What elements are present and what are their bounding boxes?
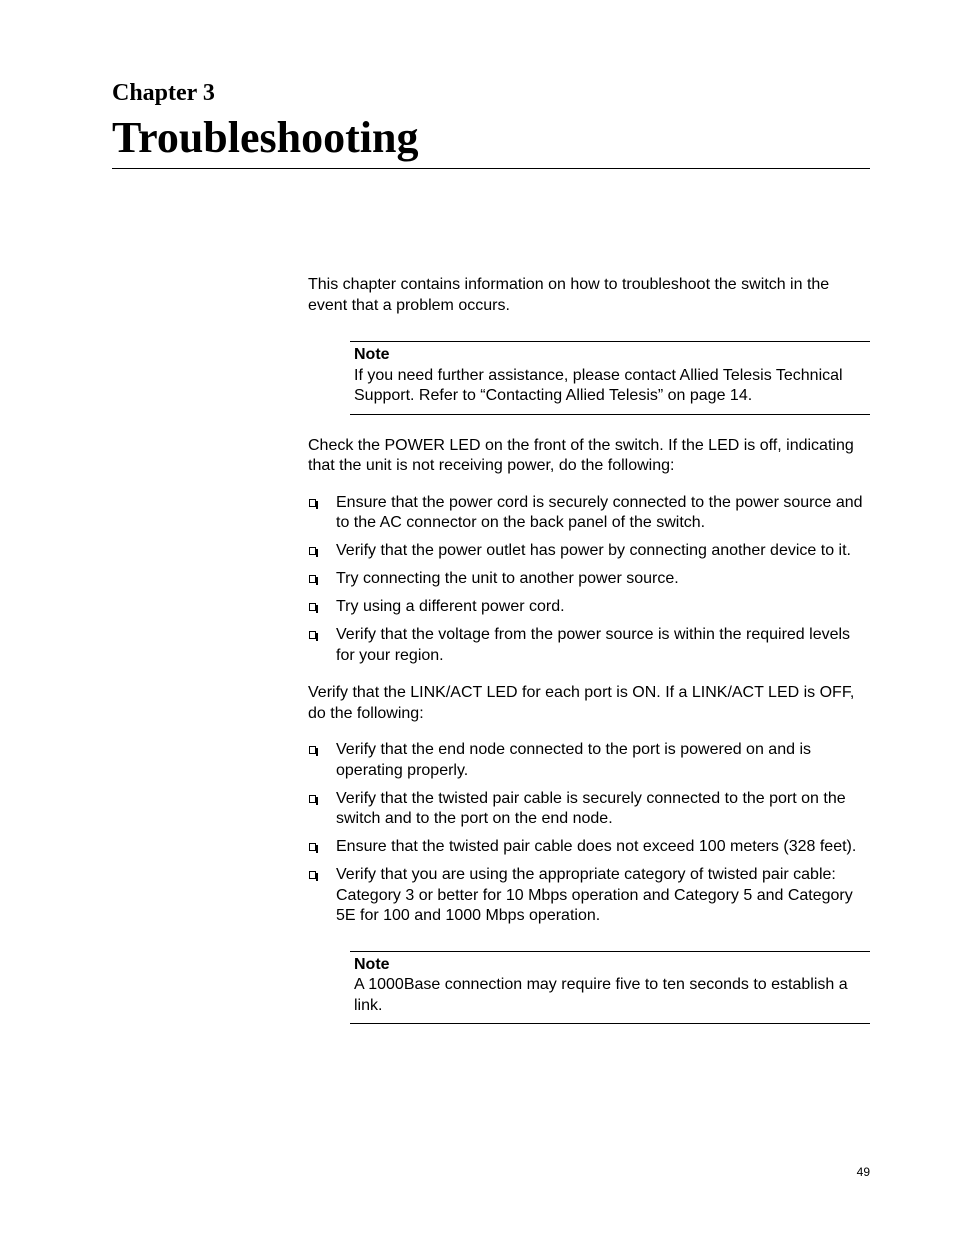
checkbox-bullet-icon	[309, 795, 316, 803]
checkbox-bullet-icon	[309, 871, 316, 879]
list-item	[308, 865, 870, 927]
note-body: A 1000Base connection may require five to ten seconds to establish a link.	[354, 976, 848, 1014]
list-item-text: Verify that you are using the appropriate category of twisted pair cable: Category 3 or better for 10 Mbps operation and Category 5 and Category 5E for 100 and 1000 Mbps operation.	[336, 866, 853, 924]
list-item	[308, 569, 870, 590]
link-check-paragraph: Verify that the LINK/ACT LED for each port is ON. If a LINK/ACT LED is OFF, do the following:	[308, 684, 855, 722]
list-item	[308, 493, 870, 534]
checkbox-bullet-icon	[309, 843, 316, 851]
list-item	[308, 541, 870, 562]
list-item-text: Verify that the voltage from the power source is within the required levels for your region.	[336, 626, 851, 664]
note-box-assistance	[350, 341, 870, 415]
list-item-text: Ensure that the power cord is securely connected to the power source and to the AC connector on the back panel of the switch.	[336, 493, 863, 531]
page-title: Troubleshooting	[112, 113, 419, 162]
checkbox-bullet-icon	[309, 746, 316, 754]
intro-paragraph: This chapter contains information on how to troubleshoot the switch in the event that a problem occurs.	[308, 276, 830, 314]
list-item	[308, 789, 870, 830]
checkbox-bullet-icon	[309, 631, 316, 639]
note-box-link	[350, 951, 870, 1025]
checkbox-bullet-icon	[309, 575, 316, 583]
chapter-label: Chapter 3	[112, 80, 215, 106]
list-item-text: Try connecting the unit to another power source.	[336, 570, 679, 587]
title-divider	[112, 168, 870, 169]
checkbox-bullet-icon	[309, 499, 316, 507]
list-item	[308, 625, 870, 666]
page-number: 49	[856, 1165, 870, 1179]
list-item-text: Verify that the twisted pair cable is securely connected to the port on the switch and to the port on the end node.	[336, 789, 846, 827]
list-item	[308, 597, 870, 618]
list-item-text: Ensure that the twisted pair cable does not exceed 100 meters (328 feet).	[336, 838, 857, 855]
note-body: If you need further assistance, please contact Allied Telesis Technical Support. Refer to “Contacting Allied Telesis” on page 14.	[354, 366, 843, 404]
link-check-list	[308, 740, 870, 927]
chapter-content	[308, 275, 870, 1024]
power-check-paragraph: Check the POWER LED on the front of the switch. If the LED is off, indicating that the unit is not receiving power, do the following:	[308, 436, 854, 474]
list-item-text: Verify that the end node connected to the port is powered on and is operating properly.	[336, 741, 811, 779]
list-item-text: Try using a different power cord.	[336, 598, 565, 615]
checkbox-bullet-icon	[309, 603, 316, 611]
note-heading: Note	[354, 955, 390, 973]
power-check-list	[308, 493, 870, 667]
checkbox-bullet-icon	[309, 547, 316, 555]
list-item	[308, 740, 870, 781]
list-item-text: Verify that the power outlet has power by connecting another device to it.	[336, 542, 851, 559]
note-heading: Note	[354, 346, 390, 363]
list-item	[308, 837, 870, 858]
